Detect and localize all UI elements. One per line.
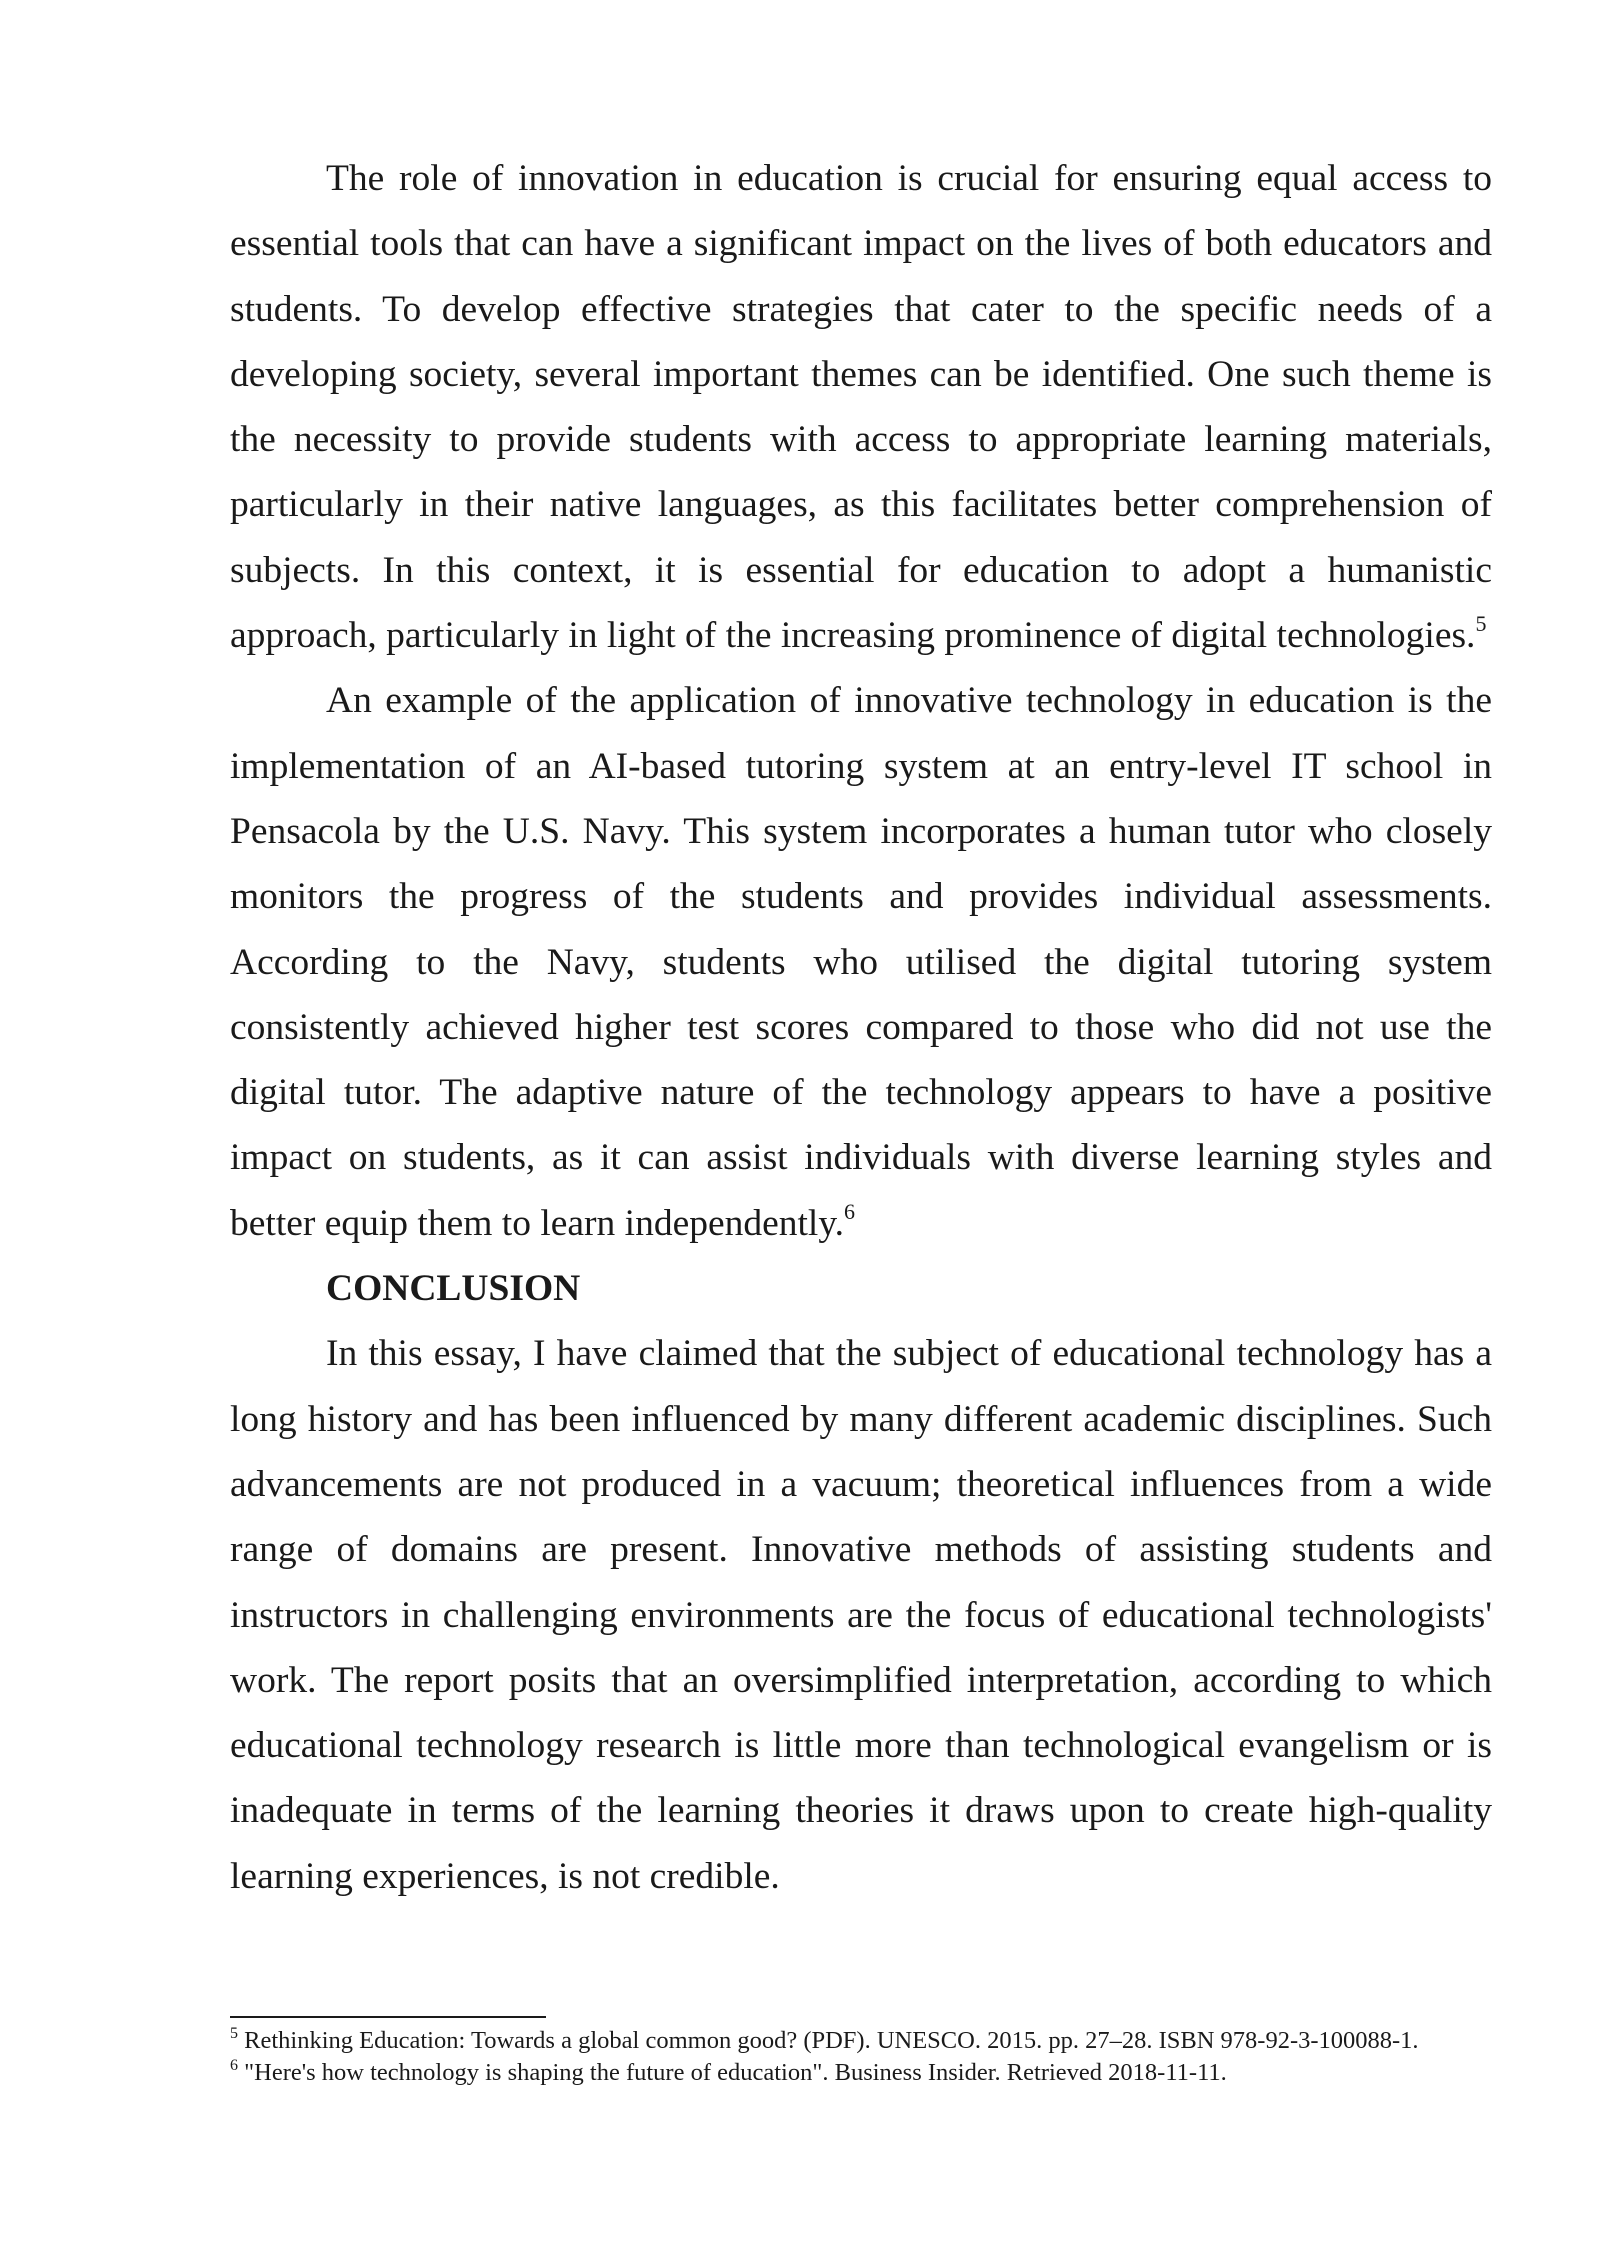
footnote-number: 5 [230,2025,238,2042]
footnote-reference: 5 [1475,611,1487,637]
footnote-text: Rethinking Education: Towards a global common good? (PDF). UNESCO. 2015. pp. 27–28. ISBN 978-92-3-100088-1. [244,2027,1419,2054]
footnote-item [230,2025,1492,2057]
section-heading: CONCLUSION [326,1268,581,1310]
footnotes [230,2025,1492,2089]
paragraph-text: The role of innovation in education is crucial for ensuring equal access to essential tools that can have a significant impact on the lives of both educators and students. To develop effective strategies that cater to the specific needs of a developing society, several important themes can be identified. One such theme is the necessity to provide students with access to appropriate learning materials, particularly in their native languages, as this facilitates better comprehension of subjects. In this context, it is essential for education to adopt a humanistic approach, particularly in light of the increasing prominence of digital technologies. [230,158,1492,657]
footnote-separator [230,2016,546,2018]
footnote-text: "Here's how technology is shaping the future of education". Business Insider. Retrieved 2018-11-11. [244,2059,1227,2086]
footnote-reference: 6 [844,1198,856,1224]
footnote-item [230,2057,1492,2089]
paragraph-text: An example of the application of innovative technology in education is the implementation of an AI-based tutoring system at an entry-level IT school in Pensacola by the U.S. Navy. This system incorporates a human tutor who closely monitors the progress of the students and provides individual assessments. According to the Navy, students who utilised the digital tutoring system consistently achieved higher test scores compared to those who did not use the digital tutor. The adaptive nature of the technology appears to have a positive impact on students, as it can assist individuals with diverse learning styles and better equip them to learn independently. [230,680,1492,1244]
paragraph-innovation [230,146,1492,668]
footnote-number: 6 [230,2057,238,2074]
paragraph-conclusion: In this essay, I have claimed that the subject of educational technology has a long history and has been influenced by many different academic disciplines. Such advancements are not produced in a vacuum; theoretical influences from a wide range of domains are present. Innovative methods of assisting students and instructors in challenging environments are the focus of educational technologists' work. The report posits that an oversimplified interpretation, according to which educational technology research is little more than technological evangelism or is inadequate in terms of the learning theories it draws upon to create high-quality learning experiences, is not credible. [230,1333,1492,1897]
document-body [230,146,1492,1909]
paragraph-ai-tutoring [230,668,1492,1256]
